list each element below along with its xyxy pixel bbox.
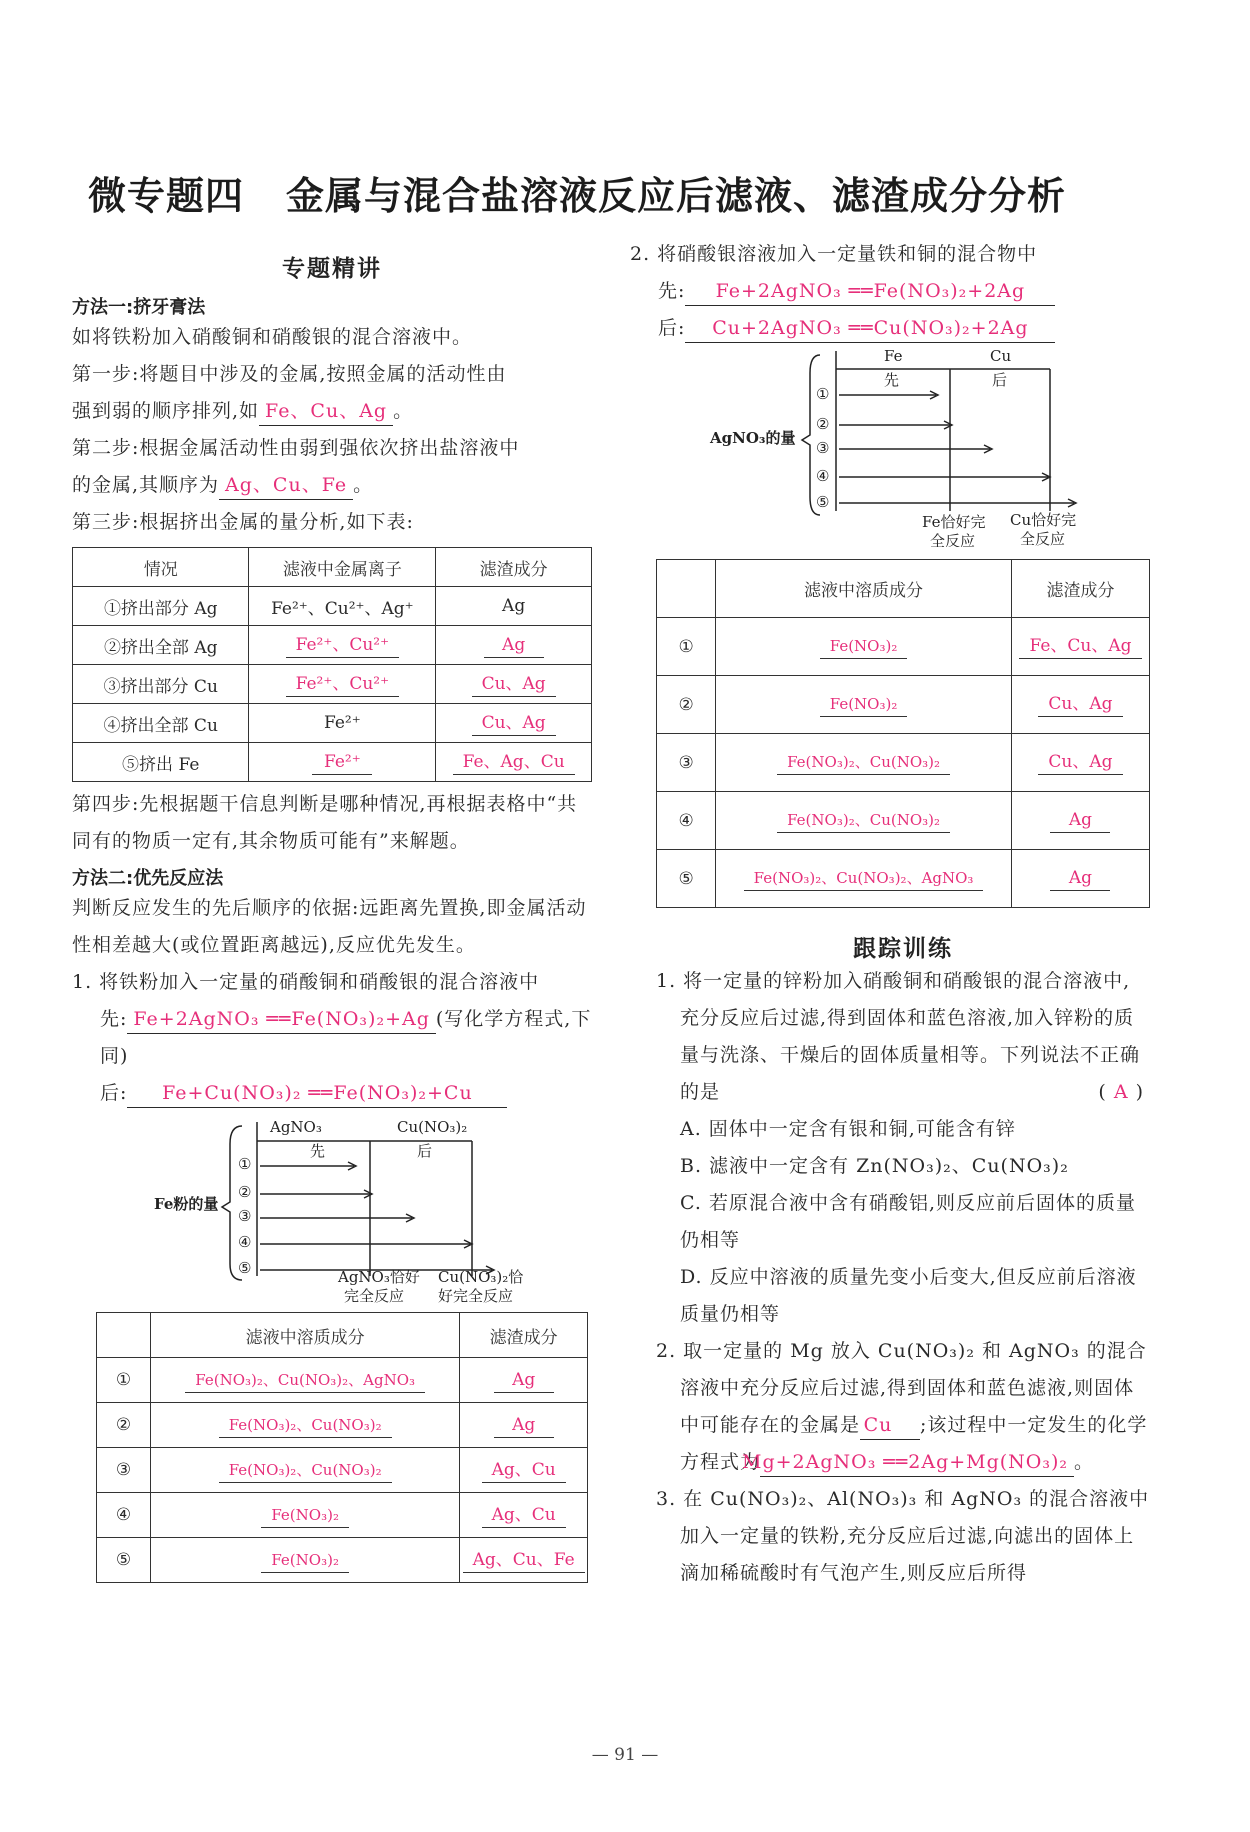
diag-label: ② <box>816 415 830 433</box>
table-row: ① Fe(NO₃)₂、Cu(NO₃)₂、AgNO₃ Ag <box>97 1358 588 1403</box>
diag-label: Fe粉的量 <box>154 1195 219 1213</box>
table-row: ④ Fe(NO₃)₂ Ag、Cu <box>97 1493 588 1538</box>
squeeze-table <box>72 547 592 782</box>
diag-label: ① <box>816 385 830 403</box>
diag-label: Cu恰好完 <box>1010 511 1077 529</box>
table-row: ⑤ Fe(NO₃)₂、Cu(NO₃)₂、AgNO₃ Ag <box>657 850 1150 908</box>
q1-after: 后: Fe+Cu(NO₃)₂ ══Fe(NO₃)₂+Cu <box>72 1075 592 1112</box>
answer-blank: Ag、Cu、Fe <box>219 471 353 500</box>
table-row: ③ Fe(NO₃)₂、Cu(NO₃)₂ Ag、Cu <box>97 1448 588 1493</box>
diag-label: 好完全反应 <box>438 1287 514 1304</box>
method2-heading: 方法二:优先反应法 <box>72 868 224 889</box>
answer-blank: Cu <box>860 1411 920 1440</box>
answer-blank: Fe、Cu、Ag <box>259 397 393 426</box>
section-heading: 专题精讲 <box>282 256 382 282</box>
step3: 第三步:根据挤出金属的量分析,如下表: <box>72 511 414 533</box>
diag-label: Fe <box>884 347 903 365</box>
equation-blank: Fe+2AgNO₃ ══Fe(NO₃)₂+2Ag <box>685 277 1055 306</box>
exercise-3: 3. 在 Cu(NO₃)₂、Al(NO₃)₃ 和 AgNO₃ 的混合溶液中加入一定量的铁粉,充分反应后过滤,向滤出的固体上滴加稀硫酸时有气泡产生,则反应后所得 <box>656 1488 1150 1584</box>
table-row: ④ Fe(NO₃)₂、Cu(NO₃)₂ Ag <box>657 792 1150 850</box>
table-row: ① Fe(NO₃)₂ Fe、Cu、Ag <box>657 618 1150 676</box>
q2-after: 后: Cu+2AgNO₃ ══Cu(NO₃)₂+2Ag <box>630 310 1150 347</box>
diag-label: ① <box>238 1155 252 1173</box>
reaction-order-diagram-1 <box>72 1114 592 1304</box>
reaction-order-diagram-2 <box>630 347 1150 547</box>
equation-blank: Mg+2AgNO₃ ══2Ag+Mg(NO₃)₂ <box>760 1448 1074 1477</box>
diag-label: AgNO₃ <box>270 1118 322 1136</box>
q1-first: 先: Fe+2AgNO₃ ══Fe(NO₃)₂+Ag (写化学方程式,下同) <box>72 1001 592 1075</box>
table-row: ①挤出部分 Ag Fe²⁺、Cu²⁺、Ag⁺ Ag <box>73 587 592 626</box>
table-header: 滤渣成分 <box>436 548 592 587</box>
step2: 第二步:根据金属活动性由弱到强依次挤出盐溶液中 的金属,其顺序为 Ag、Cu、Fe 。 <box>72 430 592 504</box>
table-row: ③挤出部分 Cu Fe²⁺、Cu²⁺ Cu、Ag <box>73 665 592 704</box>
option-a: A. 固体中一定含有银和铜,可能含有锌 <box>680 1118 1016 1140</box>
page-title: 微专题四 金属与混合盐溶液反应后滤液、滤渣成分分析 <box>88 174 1067 218</box>
diag-label: 后 <box>417 1142 433 1160</box>
diag-label: ④ <box>816 467 830 485</box>
option-c: C. 若原混合液中含有硝酸铝,则反应前后固体的质量仍相等 <box>680 1192 1136 1251</box>
equation-blank: Cu+2AgNO₃ ══Cu(NO₃)₂+2Ag <box>685 314 1055 343</box>
diag-label: ④ <box>238 1233 252 1251</box>
diag-label: AgNO₃的量 <box>710 429 796 447</box>
exercise-1: 1. 将一定量的锌粉加入硝酸铜和硝酸银的混合溶液中,充分反应后过滤,得到固体和蓝色溶液,加入锌粉的质量与洗涤、干燥后的固体质量相等。下列说法不正确的是 ( A ) <box>656 970 1144 1103</box>
left-column <box>72 250 592 1583</box>
section-heading: 跟踪训练 <box>853 936 953 962</box>
table-row: ⑤挤出 Fe Fe²⁺ Fe、Ag、Cu <box>73 743 592 782</box>
question-1: 1. 将铁粉加入一定量的硝酸铜和硝酸银的混合溶液中 <box>72 971 540 993</box>
paragraph: 如将铁粉加入硝酸铜和硝酸银的混合溶液中。 <box>72 326 473 348</box>
diag-label: Cu(NO₃)₂恰 <box>438 1268 524 1286</box>
paragraph: 判断反应发生的先后顺序的依据:远距离先置换,即金属活动性相差越大(或位置距离越远),反应优先发生。 <box>72 897 587 956</box>
diag-label: 先 <box>310 1142 326 1160</box>
diag-label: 先 <box>884 371 900 389</box>
diag-label: 后 <box>992 371 1008 389</box>
diag-label: ③ <box>238 1207 252 1225</box>
right-column <box>630 243 1150 1592</box>
diag-label: ③ <box>816 439 830 457</box>
diag-label: 完全反应 <box>344 1287 405 1304</box>
table-row: ②挤出全部 Ag Fe²⁺、Cu²⁺ Ag <box>73 626 592 665</box>
table-row: ④挤出全部 Cu Fe²⁺ Cu、Ag <box>73 704 592 743</box>
table-header: 滤液中溶质成分 <box>151 1313 460 1358</box>
diag-label: ② <box>238 1183 252 1201</box>
table-row: ⑤ Fe(NO₃)₂ Ag、Cu、Fe <box>97 1538 588 1583</box>
diag-label: AgNO₃恰好 <box>338 1268 420 1286</box>
method1-heading: 方法一:挤牙膏法 <box>72 297 206 318</box>
equation-blank: Fe+2AgNO₃ ══Fe(NO₃)₂+Ag <box>127 1005 435 1034</box>
exercise-2: 2. 取一定量的 Mg 放入 Cu(NO₃)₂ 和 AgNO₃ 的混合溶液中充分反应后过滤,得到固体和蓝色滤液,则固体中可能存在的金属是 Cu ;该过程中一定发生的化学方程式为Mg+2AgNO₃ ══2Ag+Mg(NO₃)₂ 。 <box>630 1333 1150 1481</box>
step4: 第四步:先根据题干信息判断是哪种情况,再根据表格中“共同有的物质一定有,其余物质可能有”来解题。 <box>72 793 578 852</box>
diag-label: 全反应 <box>930 532 976 547</box>
table-row: ② Fe(NO₃)₂ Cu、Ag <box>657 676 1150 734</box>
table-header: 滤渣成分 <box>460 1313 588 1358</box>
table-header: 情况 <box>73 548 249 587</box>
option-b: B. 滤液中一定含有 Zn(NO₃)₂、Cu(NO₃)₂ <box>680 1155 1069 1177</box>
answer-choice: A <box>1113 1081 1129 1103</box>
diag-label: Cu <box>990 347 1012 365</box>
solute-table-2 <box>656 559 1150 908</box>
option-d: D. 反应中溶液的质量先变小后变大,但反应前后溶液质量仍相等 <box>680 1266 1137 1325</box>
diag-label: ⑤ <box>816 493 830 511</box>
q2-first: 先: Fe+2AgNO₃ ══Fe(NO₃)₂+2Ag <box>630 273 1150 310</box>
diag-label: ⑤ <box>238 1259 252 1277</box>
table-header: 滤液中金属离子 <box>249 548 436 587</box>
diag-label: Fe恰好完 <box>922 513 986 531</box>
page-number: — 91 — <box>591 1745 659 1765</box>
table-row: ③ Fe(NO₃)₂、Cu(NO₃)₂ Cu、Ag <box>657 734 1150 792</box>
table-header: 滤渣成分 <box>1011 560 1149 618</box>
diag-label: Cu(NO₃)₂ <box>397 1118 468 1136</box>
solute-table-1 <box>96 1312 588 1583</box>
diag-label: 全反应 <box>1020 530 1066 547</box>
step1: 第一步:将题目中涉及的金属,按照金属的活动性由 强到弱的顺序排列,如 Fe、Cu、Ag 。 <box>72 356 592 430</box>
table-header: 滤液中溶质成分 <box>716 560 1012 618</box>
equation-blank: Fe+Cu(NO₃)₂ ══Fe(NO₃)₂+Cu <box>127 1079 507 1108</box>
table-row: ② Fe(NO₃)₂、Cu(NO₃)₂ Ag <box>97 1403 588 1448</box>
question-2: 2. 将硝酸银溶液加入一定量铁和铜的混合物中 <box>630 243 1038 265</box>
